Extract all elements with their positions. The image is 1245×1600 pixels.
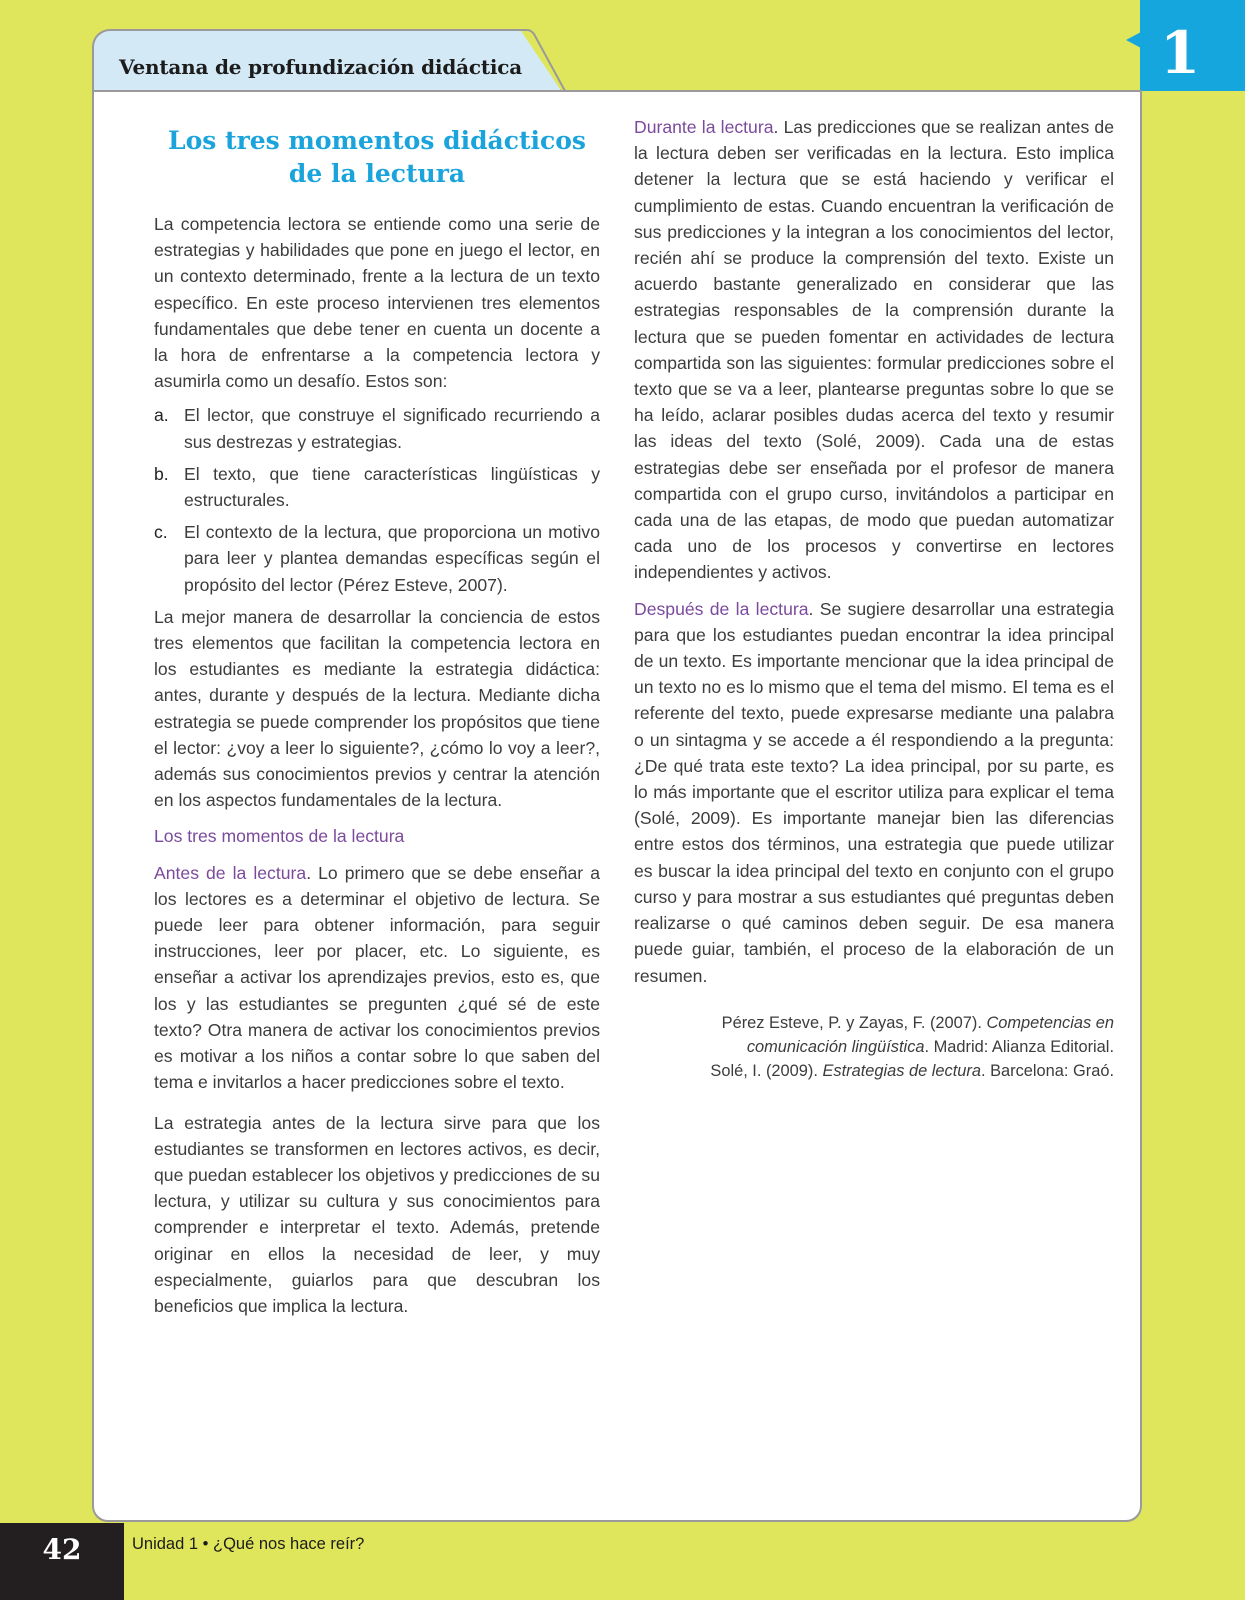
right-column [634, 114, 1114, 1083]
list-item-text: El contexto de la lectura, que proporciona un motivo para leer y plantea demandas específicas según el propósito del lector (Pérez Esteve, 2007). [184, 522, 600, 595]
despues-paragraph [634, 596, 1114, 989]
unit-badge-notch [1126, 32, 1141, 48]
antes-label: Antes de la lectura [154, 862, 307, 883]
despues-label: Después de la lectura [634, 598, 809, 619]
reference-item [634, 1011, 1114, 1059]
list-item-letter: b. [154, 463, 169, 484]
unit-number: 1 [1159, 19, 1201, 87]
strategy-paragraph: La mejor manera de desarrollar la conciencia de estos tres elementos que facilitan la competencia lectora en los estudiantes es mediante la estrategia didáctica: antes, durante y después de la lectura. Mediante dicha estrategia se puede comprender los propósitos que tiene el lector: ¿voy a leer lo siguiente?, ¿cómo lo voy a leer?, además sus conocimientos previos y centrar la atención en los aspectos fundamentales de la lectura. [154, 606, 600, 811]
reference-publisher: . Madrid: Alianza Editorial. [924, 1037, 1114, 1056]
reference-title: Competencias en comunicación lingüística [746, 1013, 1114, 1056]
antes-text: . Lo primero que se debe enseñar a los lectores es a determinar el objetivo de lectura. Se puede leer para obtener información, para seguir instrucciones, leer por placer, etc. Lo siguiente, es enseñar a activar los aprendizajes previos, esto es, que los y las estudiantes se pregunten ¿qué sé de este texto? Otra manera de activar los conocimientos previos es motivar a los niños a contar sobre lo que saben del tema e invitarlos a hacer predicciones sobre el texto. [154, 862, 600, 1093]
article-title [154, 124, 600, 190]
list-item-text: El texto, que tiene características lingüísticas y estructurales. [184, 463, 600, 511]
reference-title: Estrategias de lectura [822, 1061, 981, 1080]
page-number: 42 [42, 1533, 82, 1566]
antes-strategy-paragraph: La estrategia antes de la lectura sirve para que los estudiantes se transformen en lectores activos, es decir, que puedan establecer los objetivos y predicciones de su lectura, y utilizar su cultura y sus conocimientos para comprender e interpretar el texto. Además, pretende originar en ellos la necesidad de leer, y muy especialmente, guiarlos para que descubran los beneficios que implica la lectura. [154, 1112, 600, 1316]
durante-paragraph [634, 114, 1114, 586]
subheading: Los tres momentos de la lectura [154, 826, 405, 847]
reference-authors: Solé, I. (2009). [710, 1061, 823, 1080]
references [634, 1011, 1114, 1083]
despues-text: . Se sugiere desarrollar una estrategia para que los estudiantes puedan encontrar la idea principal de un texto. Es importante mencionar que la idea principal de un texto no es lo mismo que el tema del mismo. El tema es el referente del texto, puede expresarse mediante una palabra o un sintagma y se accede a él respondiendo a la pregunta: ¿De qué trata este texto? La idea principal, por su parte, es lo más importante que el escritor utiliza para explicar el tema (Solé, 2009). Es importante manejar bien las diferencias entre estos dos términos, una estrategia que puede utilizar es buscar la idea principal del texto en conjunto con el grupo curso y para mostrar a sus estudiantes qué preguntas deben realizarse o qué caminos deben seguir. De esa manera puede guiar, también, el proceso de la elaboración de un resumen. [634, 598, 1114, 986]
list-item-letter: c. [154, 522, 168, 543]
list-item-text: El lector, que construye el significado recurriendo a sus destrezas y estrategias. [184, 405, 600, 452]
intro-paragraph: La competencia lectora se entiende como una serie de estrategias y habilidades que pone en juego el lector, en un contexto determinado, frente a la lectura de un texto específico. En este proceso intervienen tres elementos fundamentales que debe tener en cuenta un docente a la hora de enfrentarse a la competencia lectora y asumirla como un desafío. Estos son: [154, 214, 600, 392]
left-column [154, 211, 600, 1319]
article-title-line-2: de la lectura [288, 159, 466, 188]
list-item [154, 402, 600, 454]
footer-unit-text: Unidad 1 • ¿Qué nos hace reír? [132, 1535, 365, 1553]
reference-item [634, 1059, 1114, 1083]
elements-list [154, 402, 600, 597]
section-title: Ventana de profundización didáctica [119, 55, 523, 79]
antes-paragraph [154, 860, 600, 1096]
list-item [154, 519, 600, 598]
article-title-line-1: Los tres momentos didácticos [168, 126, 586, 155]
reference-publisher: . Barcelona: Graó. [980, 1061, 1114, 1080]
durante-text: . Las predicciones que se realizan antes de la lectura deben ser verificadas en la lectura. Esto implica detener la lectura que se está haciendo y verificar el cumplimiento de estas. Cuando encuentran la verificación de sus predicciones y la integran a los conocimientos del lector, recién ahí se produce la comprensión del texto. Existe un acuerdo bastante generalizado en considerar que las estrategias responsables de la comprensión durante la lectura que se pueden fomentar en actividades de lectura compartida son las siguientes: formular predicciones sobre el texto que se va a leer, plantearse preguntas sobre lo que se ha leído, aclarar posibles dudas acerca del texto y resumir las ideas del texto (Solé, 2009). Cada una de estas estrategias debe ser enseñada por el profesor de manera compartida con el grupo curso, invitándolos a participar en cada una de las etapas, de modo que puedan automatizar cada uno de los procesos y convertirse en lectores independientes y activos. [634, 117, 1115, 583]
durante-label: Durante la lectura [634, 117, 774, 137]
reference-authors: Pérez Esteve, P. y Zayas, F. (2007). [721, 1013, 987, 1032]
list-item-letter: a. [154, 405, 169, 426]
list-item [154, 461, 600, 513]
